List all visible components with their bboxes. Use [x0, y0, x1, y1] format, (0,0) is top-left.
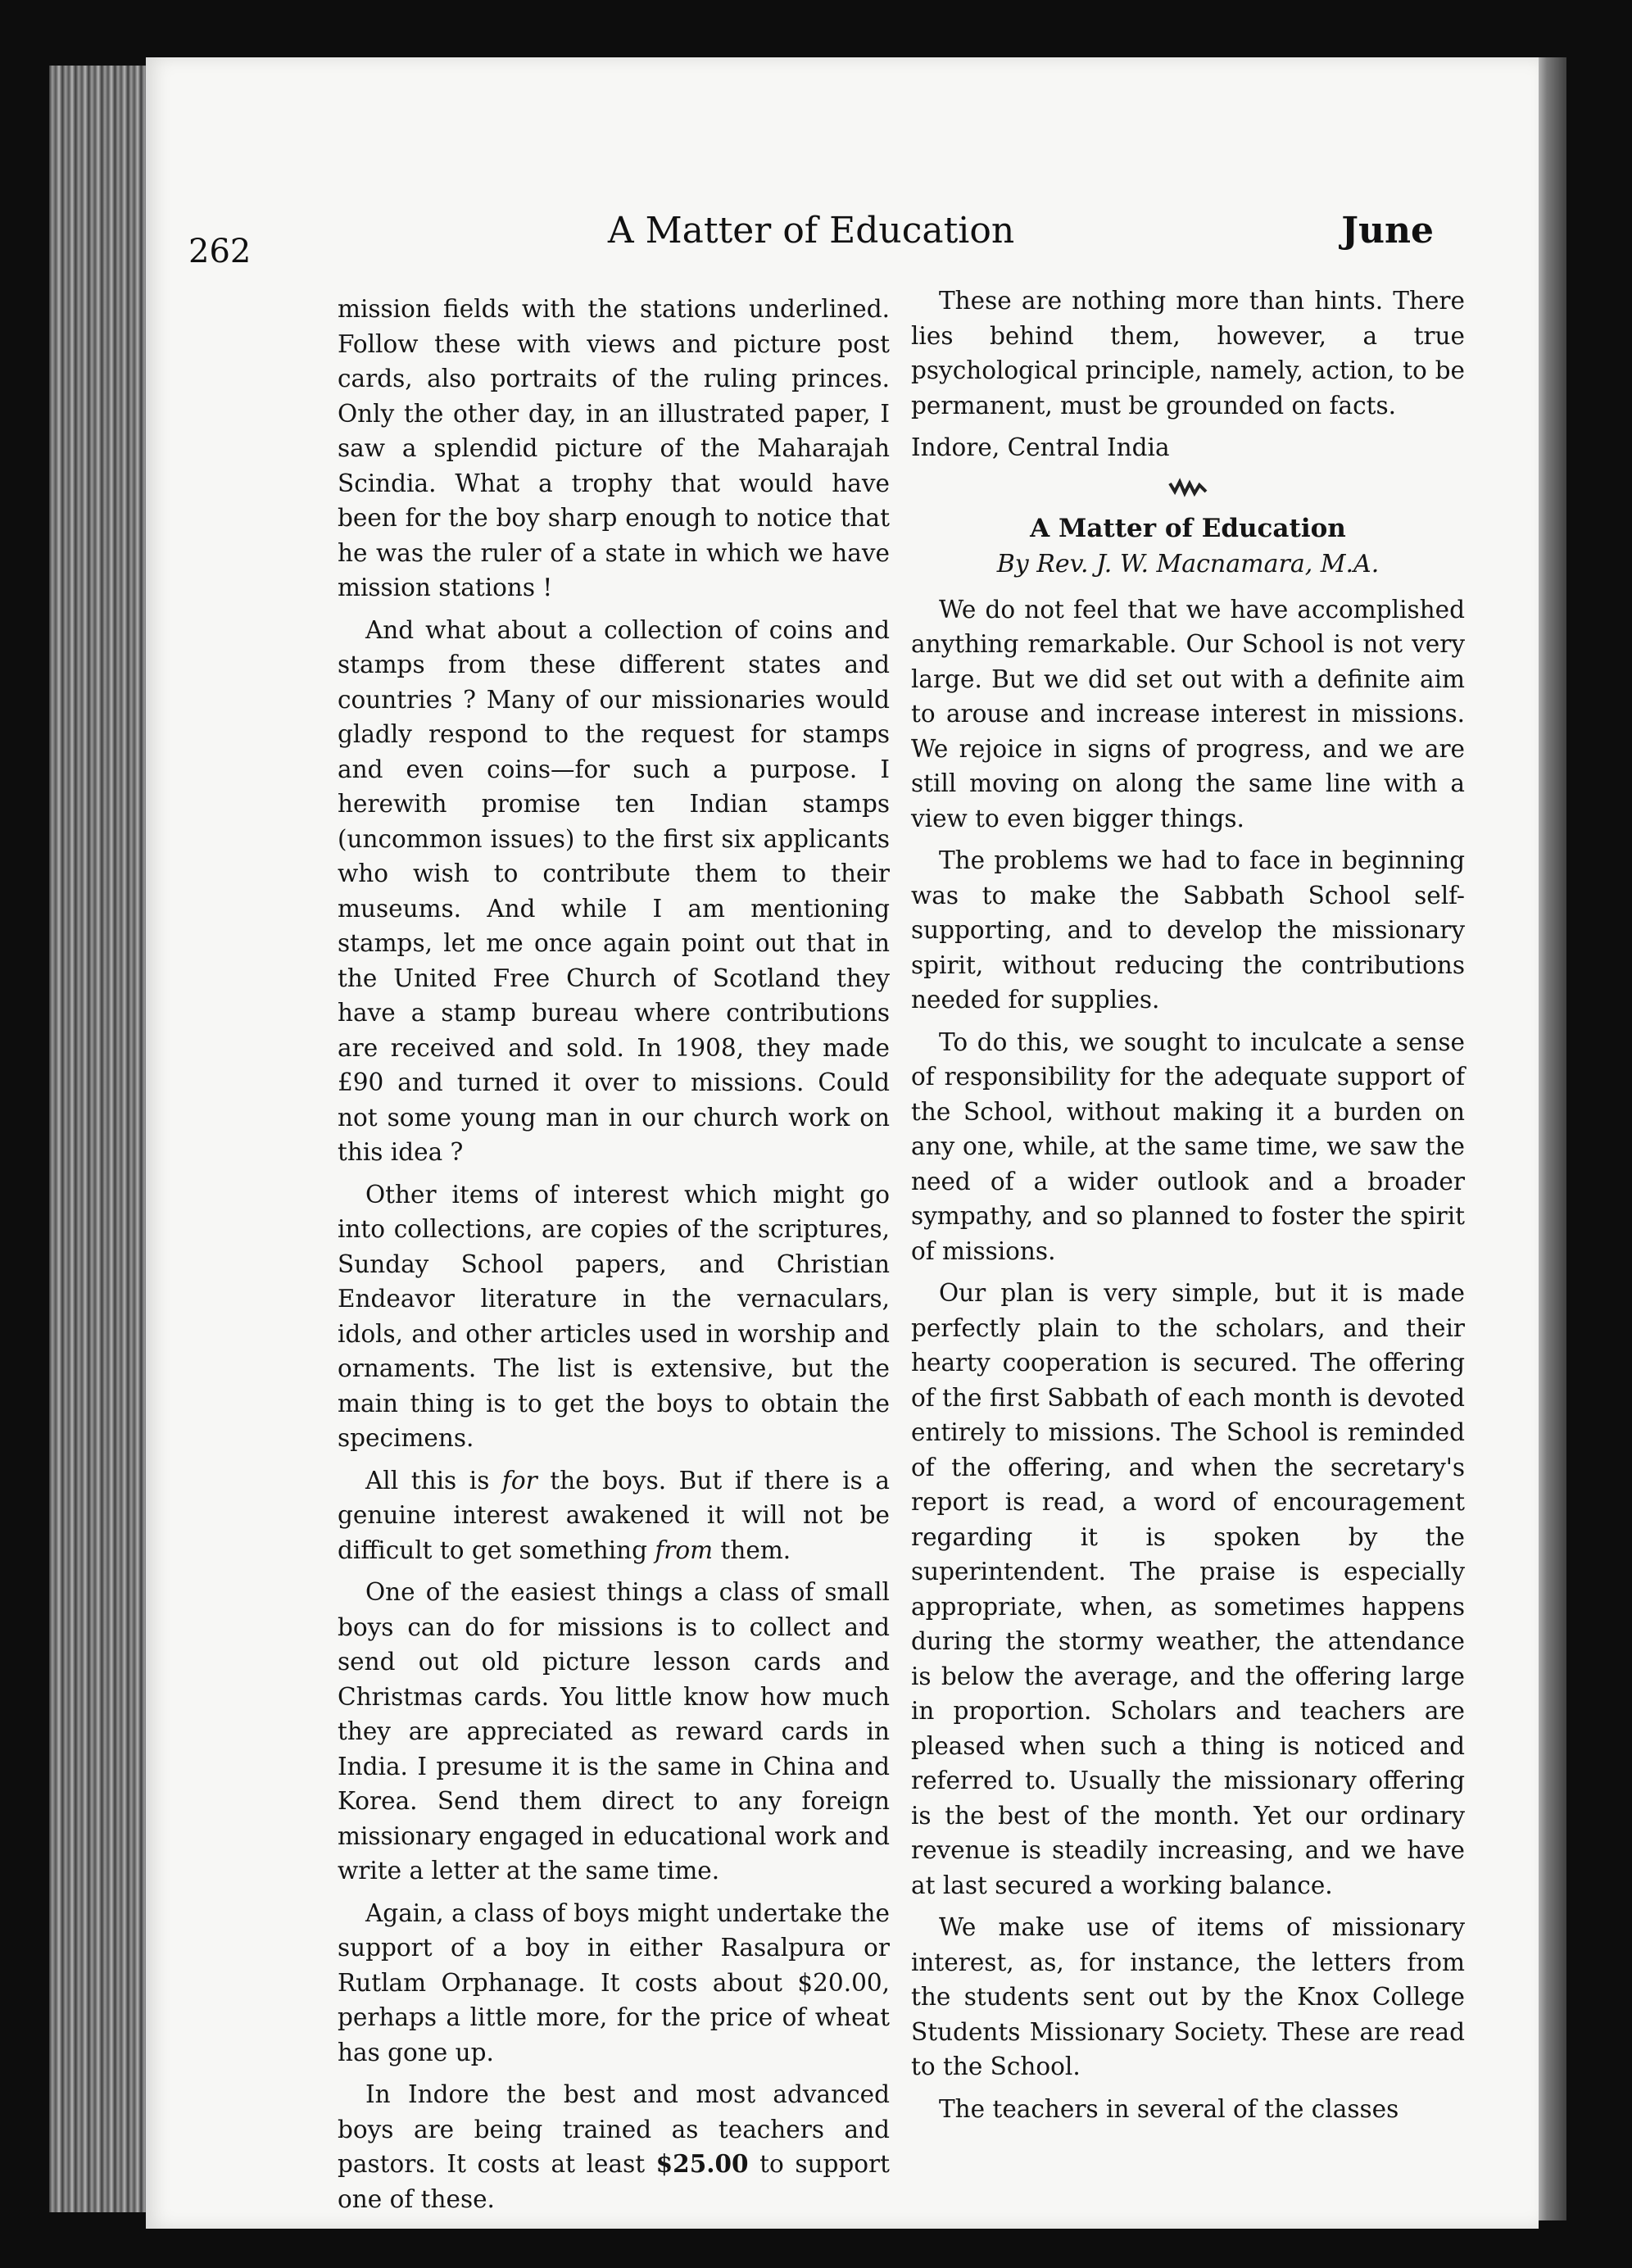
paragraph-all-this: [338, 1463, 890, 1568]
paragraph: Our plan is very simple, but it is made perfectly plain to the scholars, and their hearty cooperation is secured. The offering of the first Sabbath of each month is devoted entirely to missions. The School is reminded of the offering, and when the secretary's report is read, a word of encouragement regarding it is spoken by the superintendent. The praise is especially appropriate, when, as sometimes happens during the stormy weather, the attendance is below the average, and the offering large in proportion. Scholars and teachers are pleased when such a thing is noticed and referred to. Usually the missionary offering is the best of the month. Yet our ordinary revenue is steadily increasing, and we have at last secured a working balance.: [911, 1279, 1465, 1899]
place-line: Indore, Central India: [911, 433, 1170, 461]
book-page-edges: [49, 66, 147, 2212]
paragraph: One of the easiest things a class of small boys can do for missions is to collect and send out old picture lesson cards and Christmas cards. You little know how much they are appreciated as reward cards in India. I presume it is the same in China and Korea. Send them direct to any foreign missionary engaged in educational work and write a letter at the same time.: [338, 1578, 890, 1885]
book-binding-shadow: [1534, 57, 1566, 2220]
left-column: [338, 292, 890, 2224]
paragraph-indore: [338, 2077, 890, 2216]
italic-word: from: [655, 1535, 714, 1564]
paragraph: The problems we had to face in beginning was to make the Sabbath School self-supporting, and to develop the missionary spirit, without reducing the contributions needed for supplies.: [911, 846, 1465, 1014]
right-column: [911, 284, 1465, 2134]
text-run: In Indore the best and most advanced boys are being trained as teachers and pastors. It costs at least: [338, 2080, 890, 2178]
text-run: All this is: [365, 1466, 502, 1495]
paragraph: We do not feel that we have accomplished anything remarkable. Our School is not very large. But we did set out with a definite aim to arouse and increase interest in missions. We rejoice in signs of progress, and we are still moving on along the same line with a view to even bigger things.: [911, 595, 1465, 832]
amount: $25.00: [655, 2149, 749, 2178]
text-run: the boys. But if there is a genuine interest awakened it will not be difficult to get something: [338, 1466, 890, 1564]
paragraph: The teachers in several of the classes: [939, 2094, 1399, 2123]
article-byline: By Rev. J. W. Macnamara, M.A.: [996, 550, 1380, 578]
intro-paragraph: These are nothing more than hints. There lies behind them, however, a true psychological principle, namely, action, to be permanent, must be grounded on facts.: [911, 287, 1465, 420]
text-run: to support one of these.: [338, 2150, 890, 2213]
ornament-icon: [1163, 475, 1213, 500]
paragraph: And what about a collection of coins and stamps from these different states and countries ? Many of our missionaries would gladly respond to the request for stamps and even coins—for such a purpose. I herewith promise ten Indian stamps (uncommon issues) to the first six applicants who wish to contribute them to their museums. And while I am mentioning stamps, let me once again point out that in the United Free Church of Scotland they have a stamp bureau where contributions are received and sold. In 1908, they made £90 and turned it over to missions. Could not some young man in our church work on this idea ?: [338, 615, 890, 1166]
running-head: [188, 210, 1434, 275]
page-title: A Matter of Education: [607, 210, 1015, 252]
paragraph: Other items of interest which might go into collections, are copies of the scriptures, Sunday School papers, and Christian Endeavor literature in the vernaculars, idols, and other articles used in worship and ornaments. The list is extensive, but the main thing is to get the boys to obtain the specimens.: [338, 1180, 890, 1452]
italic-word: for: [501, 1466, 537, 1495]
paragraph: mission fields with the stations underlined. Follow these with views and picture post cards, also portraits of the ruling princes. Only the other day, in an illustrated paper, I saw a splendid picture of the Maharajah Scindia. What a trophy that would have been for the boy sharp enough to notice that he was the ruler of a state in which we have mission stations !: [338, 295, 890, 601]
page-number: 262: [188, 233, 252, 270]
text-run: them.: [713, 1535, 791, 1564]
paragraph: We make use of items of missionary interest, as, for instance, the letters from the students sent out by the Knox College Students Missionary Society. These are read to the School.: [911, 1913, 1465, 2080]
paragraph: To do this, we sought to inculcate a sense of responsibility for the adequate support of the School, without making it a burden on any one, while, at the same time, we saw the need of a wider outlook and a broader sympathy, and so planned to foster the spirit of missions.: [911, 1027, 1465, 1265]
page-month: June: [1341, 210, 1434, 252]
paragraph: Again, a class of boys might undertake the support of a boy in either Rasalpura or Rutlam Orphanage. It costs about $20.00, perhaps a little more, for the price of wheat has gone up.: [338, 1898, 890, 2066]
article-title: A Matter of Education: [1030, 513, 1346, 543]
